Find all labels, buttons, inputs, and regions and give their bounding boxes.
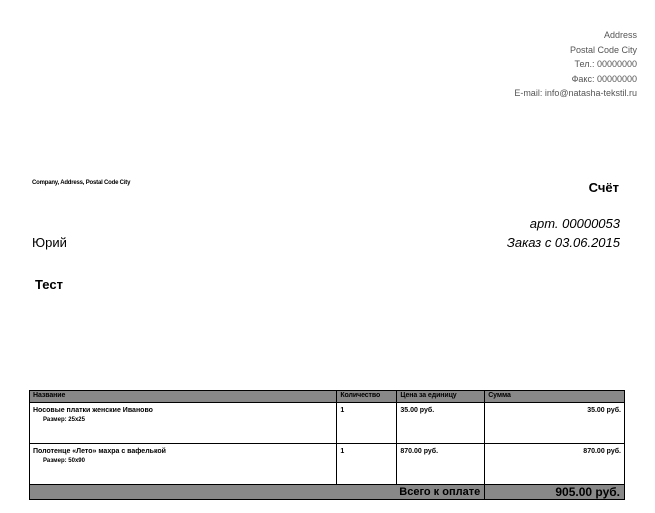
- sender-phone: Тел.: 00000000: [574, 59, 637, 70]
- item-size: Размер: 50х90: [43, 458, 85, 464]
- article-number: арт. 00000053: [529, 216, 620, 231]
- table-row: [30, 403, 625, 444]
- item-name: Носовые платки женские Иваново: [33, 407, 153, 414]
- document-title: Счёт: [588, 180, 619, 195]
- item-sum-cell: [485, 444, 625, 485]
- item-price: 870.00 руб.: [400, 448, 439, 455]
- item-qty-cell: [337, 403, 397, 444]
- item-size: Размер: 25х25: [43, 417, 85, 423]
- sender-fax: Факс: 00000000: [571, 73, 637, 84]
- item-qty: 1: [340, 448, 345, 455]
- item-qty: 1: [340, 407, 345, 414]
- sender-address: Address: [603, 30, 637, 40]
- item-sum: 35.00 руб.: [587, 407, 621, 414]
- total-label: Всего к оплате: [30, 485, 485, 500]
- item-sum-cell: [485, 403, 625, 444]
- customer-name: Юрий: [32, 235, 67, 250]
- header-price: Цена за единицу: [397, 391, 485, 403]
- company-line: Company, Address, Postal Code City: [32, 180, 131, 186]
- total-value: 905.00 руб.: [485, 485, 625, 500]
- header-qty: Количество: [337, 391, 397, 403]
- sender-email: E-mail: info@natasha-tekstil.ru: [514, 88, 637, 99]
- item-name-cell: [30, 403, 337, 444]
- item-price-cell: [397, 444, 485, 485]
- item-name: Полотенце «Лето» махра с вафелькой: [33, 448, 166, 455]
- item-qty-cell: [337, 444, 397, 485]
- item-name-cell: [30, 444, 337, 485]
- item-price-cell: [397, 403, 485, 444]
- customer-extra: Тест: [35, 277, 63, 292]
- header-sum: Сумма: [485, 391, 625, 403]
- table-header-row: [30, 391, 625, 403]
- sender-block: [514, 28, 637, 101]
- item-price: 35.00 руб.: [400, 407, 435, 414]
- order-date: Заказ с 03.06.2015: [506, 235, 620, 250]
- sender-postal-city: Postal Code City: [569, 44, 637, 55]
- table-row: [30, 444, 625, 485]
- header-name: Название: [30, 391, 337, 403]
- total-row: [30, 485, 625, 500]
- items-table: [29, 390, 625, 500]
- item-sum: 870.00 руб.: [583, 448, 621, 455]
